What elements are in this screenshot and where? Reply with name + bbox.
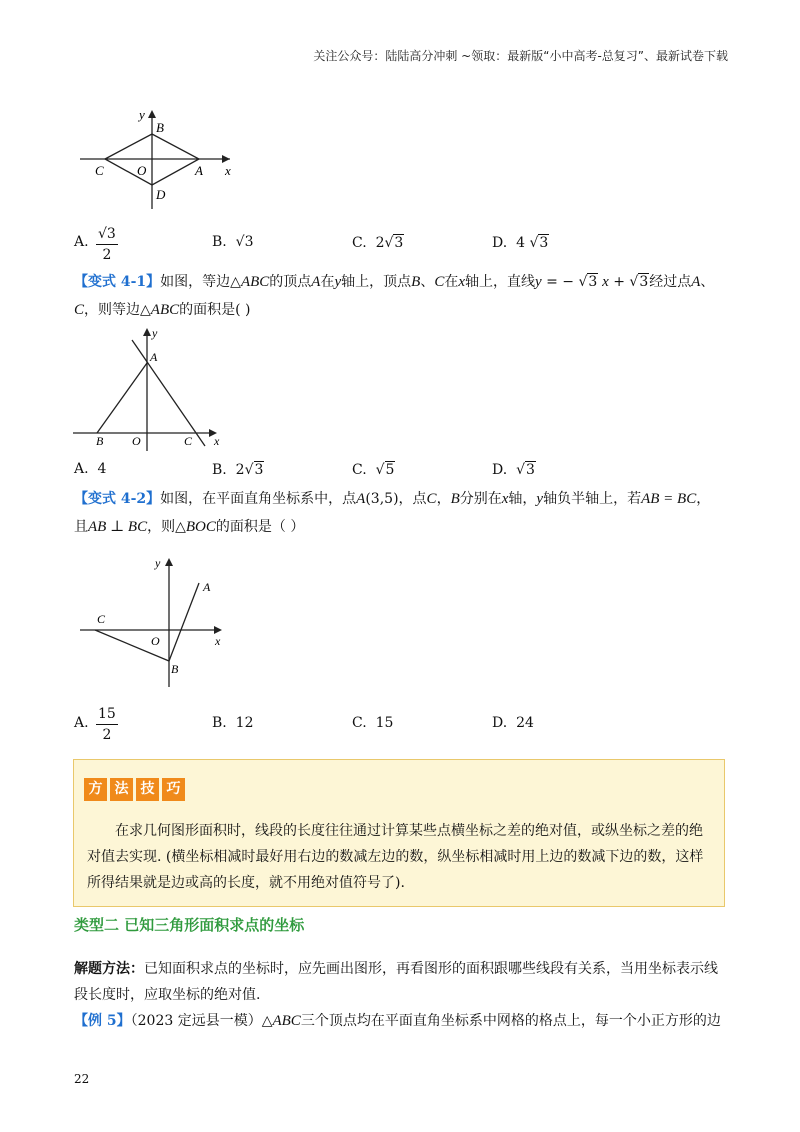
q41-line2: C，则等边△ABC的面积是( ) <box>74 302 251 318</box>
page-number: 22 <box>74 1072 90 1086</box>
svg-text:y: y <box>152 326 158 340</box>
svg-text:A: A <box>150 350 158 364</box>
page-header: 关注公众号：陆陆高分冲刺 ~领取：最新版“小中高考-总复习”、最新试卷下载 <box>313 49 728 63</box>
label-x: x <box>225 163 231 178</box>
svg-text:y: y <box>155 556 161 570</box>
q42-option-a-label[interactable]: A. <box>74 715 89 731</box>
label-O: O <box>137 163 147 178</box>
option-c[interactable]: C. 2√3 <box>352 235 404 251</box>
q41-option-d[interactable]: D. √3 <box>492 462 535 478</box>
svg-text:x: x <box>215 634 221 648</box>
method-line2: 段长度时，应取坐标的绝对值. <box>74 987 261 1003</box>
label-A: A <box>195 163 203 178</box>
q42-option-d[interactable]: D. 24 <box>492 715 534 731</box>
label-D: D <box>156 187 166 202</box>
svg-text:B: B <box>96 434 104 448</box>
label-B: B <box>156 120 164 135</box>
option-d[interactable]: D. 4 √3 <box>492 235 549 251</box>
section-title: 类型二 已知三角形面积求点的坐标 <box>74 916 305 934</box>
svg-text:O: O <box>151 634 160 648</box>
tips-tag-1: 方 <box>84 778 107 801</box>
option-b[interactable]: B. √3 <box>212 234 254 250</box>
q42-line1: 【变式 4-2】如图，在平面直角坐标系中，点A(3,5)，点C，B分别在x轴，y轴负半轴上，若AB = BC， <box>74 491 711 507</box>
option-a-label: A. <box>74 234 89 250</box>
tips-box <box>73 759 725 907</box>
q41-option-c[interactable]: C. √5 <box>352 462 395 478</box>
triangle-figure-41 <box>70 323 230 453</box>
method-line1: 解题方法：已知面积求点的坐标时，应先画出图形，再看图形的面积跟哪些线段有关系，当用坐标表示线 <box>74 961 718 977</box>
q41-option-a[interactable]: A. 4 <box>74 461 107 477</box>
svg-text:x: x <box>214 434 220 448</box>
tips-text: 在求几何图形面积时，线段的长度往往通过计算某些点横坐标之差的绝对值，或纵坐标之差的绝对值去实现. (横坐标相减时最好用右边的数减左边的数，纵坐标相减时用上边的数减下边的数，这样所得结果就是边或高的长度，就不用绝对值符号了). <box>87 823 704 891</box>
option-a-fraction: √3 2 <box>98 226 116 263</box>
q42-line2: 且AB ⊥ BC，则△BOC的面积是（ ） <box>74 519 305 535</box>
tips-tag-2: 法 <box>110 778 133 801</box>
svg-text:O: O <box>132 434 141 448</box>
tips-tag-4: 巧 <box>162 778 185 801</box>
svg-text:A: A <box>203 580 211 594</box>
q41-option-b[interactable]: B. 2√3 <box>212 462 264 478</box>
tips-tag-3: 技 <box>136 778 159 801</box>
example5-line: 【例 5】（2023 定远县一模）△ABC三个顶点均在平面直角坐标系中网格的格点上，每一个小正方形的边 <box>74 1013 721 1029</box>
q42-option-a-fraction: 15 2 <box>98 706 116 743</box>
svg-text:C: C <box>184 434 193 448</box>
rhombus-figure <box>75 105 245 215</box>
q41-line1: 【变式 4-1】如图，等边△ABC的顶点A在y轴上，顶点B、C在x轴上，直线y = − √3 x + √3经过点A、 <box>74 274 715 290</box>
q42-option-c[interactable]: C. 15 <box>352 715 394 731</box>
svg-text:C: C <box>97 612 106 626</box>
label-y: y <box>139 107 145 122</box>
q42-option-b[interactable]: B. 12 <box>212 715 254 731</box>
triangle-figure-42 <box>75 553 235 693</box>
label-C: C <box>95 163 104 178</box>
svg-text:B: B <box>171 662 179 676</box>
